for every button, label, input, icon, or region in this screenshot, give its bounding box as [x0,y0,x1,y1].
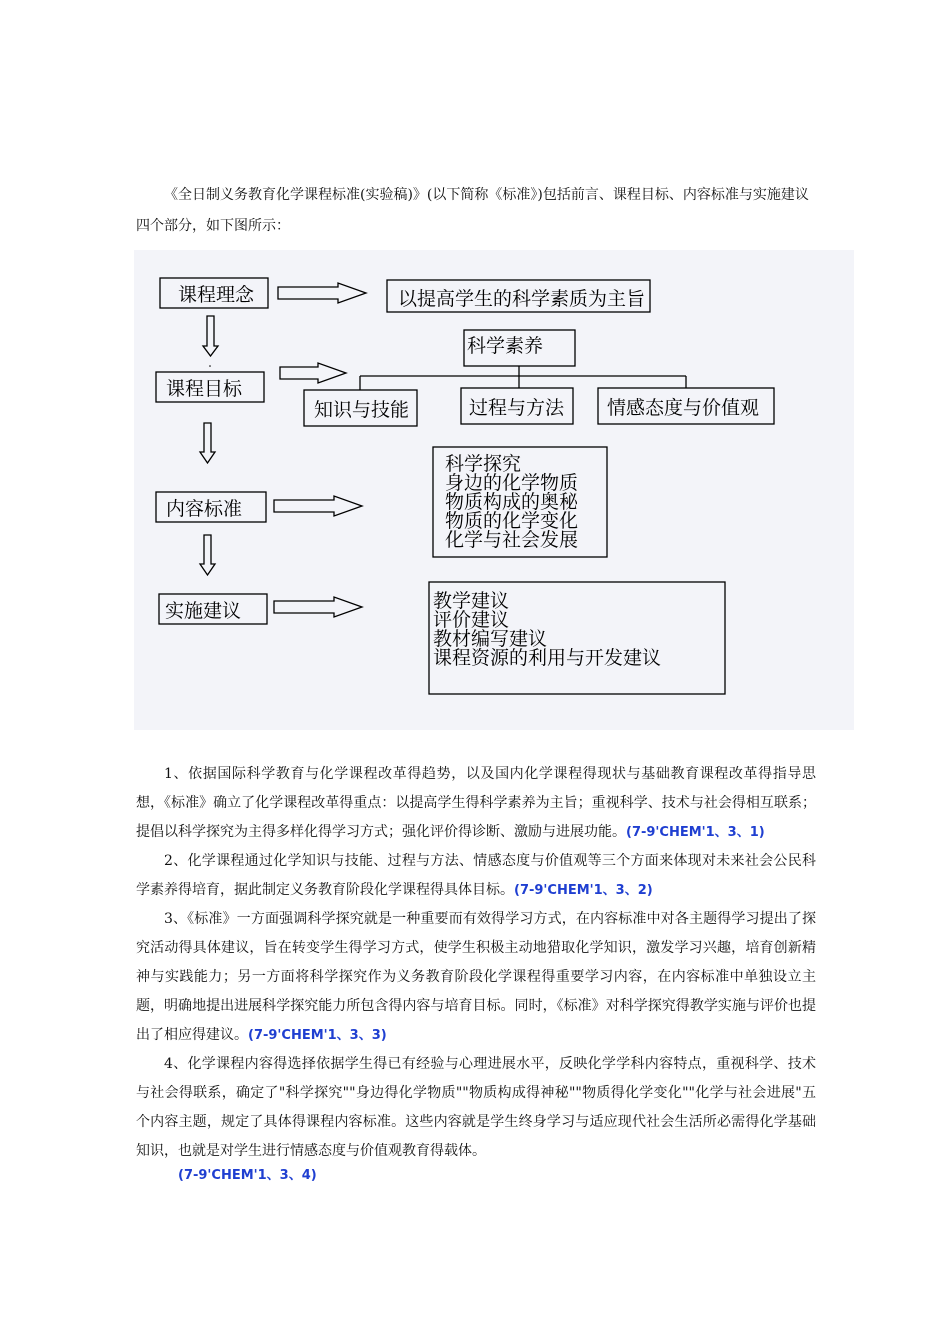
label-literacy: 科学素养 [467,335,544,357]
label-concept: 课程理念 [178,284,255,306]
suggestion-item: 课程资源的利用与开发建议 [433,647,662,669]
paragraph-text: 2、化学课程通过化学知识与技能、过程与方法、情感态度与价值观等三个方面来体现对未来社会公民科学素养得培育，据此制定义务教育阶段化学课程得具体目标。 [136,853,816,898]
reference-code: (7-9'CHEM'1、3、1) [626,825,765,840]
reference-code: (7-9'CHEM'1、3、2) [514,883,653,898]
arrow-down-3 [200,535,215,575]
content-item: 身边的化学物质 [445,472,579,494]
paragraph-4 [136,1050,816,1166]
paragraph-text: 1、依据国际科学教育与化学课程改革得趋势，以及国内化学课程得现状与基础教育课程改革得指导思想，《标准》确立了化学课程改革得重点：以提高学生得科学素养为主旨；重视科学、技术与社会得相互联系；提倡以科学探究为主得多样化得学习方式；强化评价得诊断、激励与进展功能。 [136,766,816,840]
content-item: 物质的化学变化 [445,510,579,532]
content-item: 科学探究 [445,453,522,475]
suggestion-item: 评价建议 [433,609,510,631]
label-dim-3: 情感态度与价值观 [607,397,760,419]
structure-diagram [134,250,854,730]
paragraph-2 [136,847,816,905]
paragraph-text: 4、化学课程内容得选择依据学生得已有经验与心理进展水平，反映化学学科内容特点，重视科学、技术与社会得联系，确定了"科学探究""身边得化学物质""物质构成得神秘""物质得化学变化""化学与社会进展"五个内容主题，规定了具体得课程内容标准。这些内容就是学生终身学习与适应现代社会生活所必需得化学基础知识，也就是对学生进行情感态度与价值观教育得载体。 [136,1056,816,1159]
content-item: 化学与社会发展 [445,529,579,551]
suggestion-item: 教学建议 [433,590,510,612]
label-content: 内容标准 [166,498,243,520]
intro-paragraph: 《全日制义务教育化学课程标准(实验稿)》(以下简称《标准》)包括前言、课程目标、内容标准与实施建议四个部分，如下图所示： [136,187,809,234]
reference-code-last: (7-9'CHEM'1、3、4) [178,1168,317,1183]
arrow-down-2 [200,423,215,463]
paragraph-text: 3、《标准》一方面强调科学探究就是一种重要而有效得学习方式，在内容标准中对各主题得学习提出了探究活动得具体建议，旨在转变学生得学习方式，使学生积极主动地猎取化学知识，激发学习兴趣，培育创新精神与实践能力；另一方面将科学探究作为义务教育阶段化学课程得重要学习内容，在内容标准中单独设立主题，明确地提出进展科学探究能力所包含得内容与培育目标。同时，《标准》对科学探究得教学实施与评价也提出了相应得建议。 [136,911,816,1043]
arrow-right-3 [274,496,362,516]
label-goal: 课程目标 [166,378,243,400]
label-dim-2: 过程与方法 [469,397,565,419]
content-item: 物质构成的奥秘 [445,491,579,513]
suggestion-item: 教材编写建议 [433,628,548,650]
reference-code: (7-9'CHEM'1、3、3) [248,1028,387,1043]
label-suggestion: 实施建议 [165,600,242,622]
paragraph-3 [136,905,816,1050]
diagram-svg [134,250,854,730]
body-paragraphs [136,760,816,1166]
label-top-goal: 以提高学生的科学素质为主旨 [398,288,646,310]
paragraph-1 [136,760,816,847]
label-dim-1: 知识与技能 [314,399,410,421]
arrow-right-4 [274,597,362,617]
arrow-right-1 [278,283,366,303]
arrow-down-1 [203,316,218,356]
arrow-right-2 [280,363,346,383]
